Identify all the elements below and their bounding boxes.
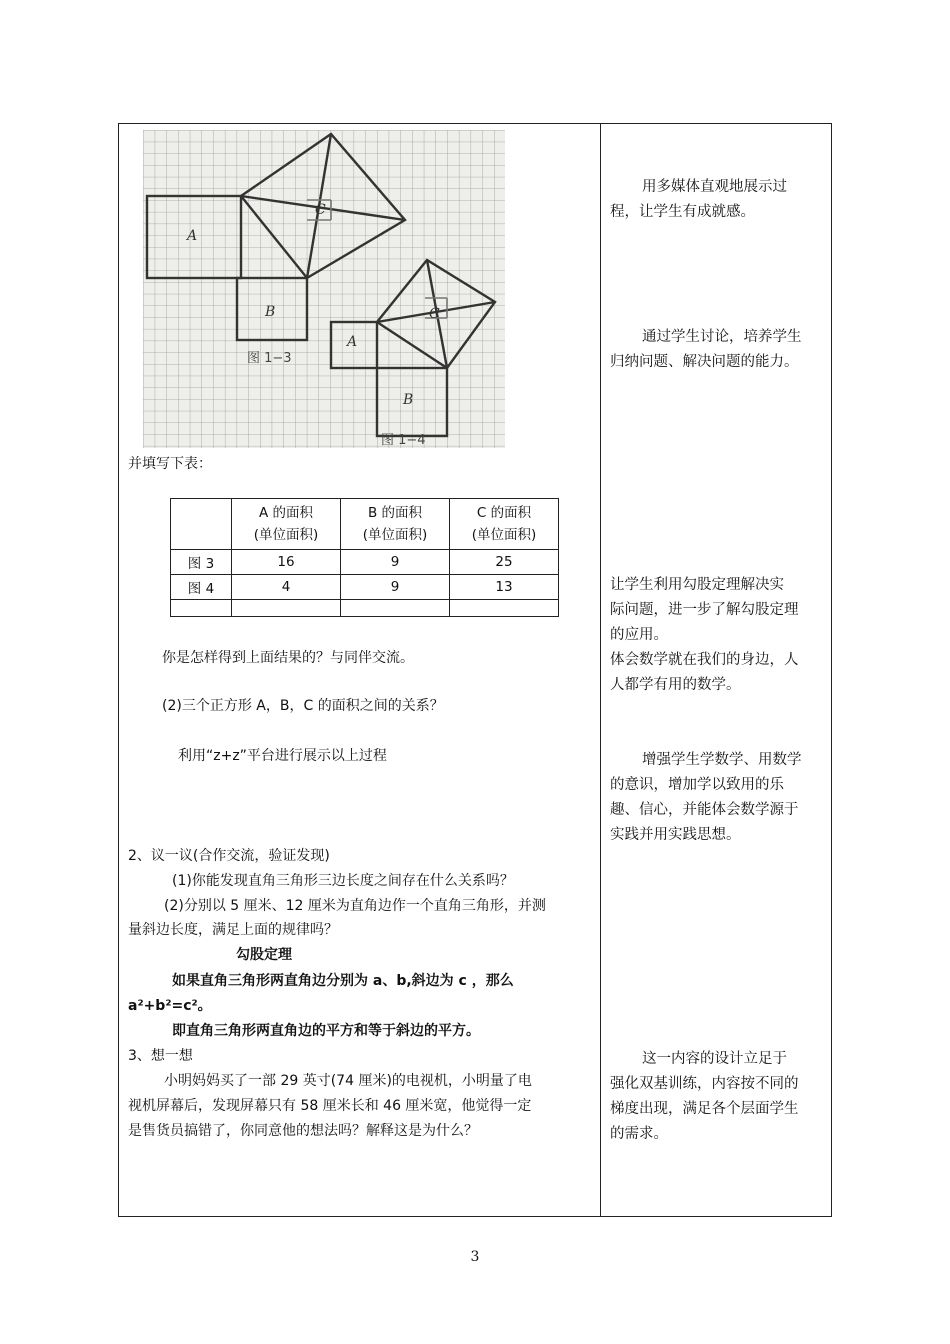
label-b-fig4: B	[403, 392, 414, 408]
label-c-fig3: C	[315, 202, 326, 218]
section-2-q2-line1: (2)分别以 5 厘米、12 厘米为直角边作一个直角三角形，并测	[164, 898, 546, 914]
note-5-line: 梯度出现，满足各个层面学生	[610, 1101, 799, 1117]
note-5	[610, 1047, 824, 1147]
table-row	[171, 600, 559, 617]
note-3-line: 体会数学就在我们的身边，人	[610, 652, 799, 668]
label-b-fig3: B	[265, 304, 276, 320]
column-divider	[600, 123, 601, 1217]
table-cell: 图 3	[171, 550, 232, 575]
theorem-formula: a²+b²=c²。	[128, 998, 212, 1014]
label-c-fig4: C	[429, 306, 440, 322]
table-header-c	[450, 499, 559, 550]
table-row	[171, 575, 559, 600]
table-header-empty	[171, 499, 232, 550]
note-2-line: 通过学生讨论，培养学生	[642, 329, 802, 345]
note-1-line: 用多媒体直观地展示过	[642, 179, 787, 195]
table-header-b-line1: B 的面积	[367, 505, 423, 521]
section-2-title: 2、议一议(合作交流，验证发现)	[128, 848, 330, 864]
note-1	[610, 175, 824, 225]
table-header-c-line1: C 的面积	[476, 505, 532, 521]
table-header-c-line2: (单位面积)	[471, 527, 537, 543]
table-cell: 9	[341, 550, 450, 575]
table-header-a-line1: A 的面积	[258, 505, 314, 521]
table-cell: 图 4	[171, 575, 232, 600]
section-3-line1: 小明妈妈买了一部 29 英寸(74 厘米)的电视机，小明量了电	[164, 1073, 532, 1089]
table-cell	[450, 600, 559, 617]
question-2: (2)三个正方形 A，B，C 的面积之间的关系？	[162, 698, 444, 714]
label-a-fig3: A	[187, 228, 198, 244]
note-1-line: 程，让学生有成就感。	[610, 204, 755, 220]
note-3-line: 让学生利用勾股定理解决实	[610, 577, 784, 593]
fill-table-intro: 并填写下表：	[128, 456, 212, 472]
table-cell	[171, 600, 232, 617]
section-3-line3: 是售货员搞错了，你同意他的想法吗？解释这是为什么？	[128, 1123, 478, 1139]
platform-note: 利用“z+z”平台进行展示以上过程	[178, 748, 387, 764]
pythagoras-figure	[143, 130, 505, 448]
table-cell: 25	[450, 550, 559, 575]
note-3-line: 人都学有用的数学。	[610, 677, 741, 693]
note-3	[610, 573, 824, 698]
theorem-line3: 即直角三角形两直角边的平方和等于斜边的平方。	[172, 1023, 480, 1039]
table-header-b	[341, 499, 450, 550]
caption-fig3: 图 1−3	[247, 351, 292, 366]
table-cell	[232, 600, 341, 617]
note-5-line: 强化双基训练，内容按不同的	[610, 1076, 799, 1092]
table-header-a	[232, 499, 341, 550]
note-5-line: 的需求。	[610, 1126, 668, 1142]
table-cell: 4	[232, 575, 341, 600]
note-5-line: 这一内容的设计立足于	[642, 1051, 787, 1067]
areas-table	[170, 498, 559, 617]
note-3-line: 际问题，进一步了解勾股定理	[610, 602, 799, 618]
note-4-line: 增强学生学数学、用数学	[642, 752, 802, 768]
note-2-line: 归纳问题、解决问题的能力。	[610, 354, 799, 370]
table-header-a-line2: (单位面积)	[253, 527, 319, 543]
note-4-line: 的意识，增加学以致用的乐	[610, 777, 784, 793]
note-4-line: 实践并用实践思想。	[610, 827, 741, 843]
table-cell	[341, 600, 450, 617]
theorem-line1: 如果直角三角形两直角边分别为 a、b,斜边为 c ，那么	[172, 973, 514, 989]
section-2-q1: (1)你能发现直角三角形三边长度之间存在什么关系吗？	[172, 873, 514, 889]
note-4-line: 趣、信心，并能体会数学源于	[610, 802, 799, 818]
section-3-line2: 视机屏幕后，发现屏幕只有 58 厘米长和 46 厘米宽，他觉得一定	[128, 1098, 532, 1114]
section-2-q2-line2: 量斜边长度，满足上面的规律吗？	[128, 922, 338, 938]
page-number: 3	[470, 1249, 480, 1265]
label-a-fig4: A	[347, 334, 358, 350]
table-cell: 16	[232, 550, 341, 575]
table-header-b-line2: (单位面积)	[362, 527, 428, 543]
theorem-title: 勾股定理	[236, 947, 292, 963]
note-4	[610, 748, 824, 848]
table-cell: 13	[450, 575, 559, 600]
note-2	[610, 325, 824, 375]
section-3-title: 3、想一想	[128, 1048, 193, 1064]
note-3-line: 的应用。	[610, 627, 668, 643]
caption-fig4: 图 1−4	[381, 433, 426, 448]
table-row	[171, 550, 559, 575]
question-how: 你是怎样得到上面结果的？与同伴交流。	[162, 650, 414, 666]
table-cell: 9	[341, 575, 450, 600]
